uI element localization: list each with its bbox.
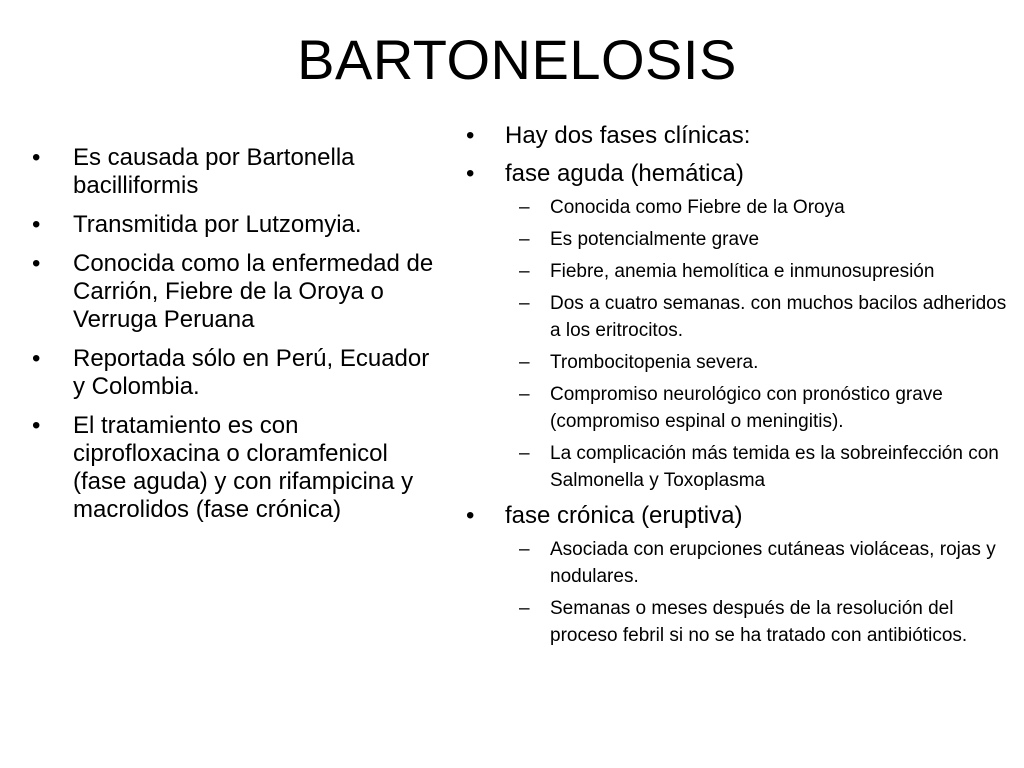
dash-icon: – — [519, 598, 530, 619]
left-bullet-text: Transmitida por Lutzomyia. — [73, 211, 362, 238]
sub-item-text: Fiebre, anemia hemolítica e inmunosupresión — [550, 261, 935, 282]
dash-icon: – — [519, 261, 530, 282]
acute-phase-title: fase aguda (hemática) — [505, 160, 744, 187]
left-bullet-text: Reportada sólo en Perú, Ecuador y Colombia. — [73, 345, 430, 400]
bullet-icon: • — [32, 412, 41, 439]
bullet-icon: • — [466, 160, 475, 187]
left-bullet-text: El tratamiento es con ciprofloxacina o cloramfenicol (fase aguda) y con rifampicina y macrolidos (fase crónica) — [73, 412, 414, 523]
dash-icon: – — [519, 229, 530, 250]
chronic-phase-heading — [466, 502, 1011, 530]
sub-item — [519, 349, 1011, 376]
left-bullet — [32, 345, 442, 401]
dash-icon: – — [519, 293, 530, 314]
sub-item-text: La complicación más temida es la sobreinfección con Salmonella y Toxoplasma — [550, 443, 999, 491]
bullet-icon: • — [32, 144, 41, 171]
left-bullet — [32, 144, 442, 200]
chronic-phase-title: fase crónica (eruptiva) — [505, 502, 743, 529]
bullet-icon: • — [32, 345, 41, 372]
dash-icon: – — [519, 539, 530, 560]
right-column — [466, 122, 1011, 657]
left-bullet — [32, 412, 442, 524]
sub-item-text: Conocida como Fiebre de la Oroya — [550, 197, 845, 218]
slide-title: BARTONELOSIS — [297, 28, 737, 91]
sub-item-text: Semanas o meses después de la resolución del proceso febril si no se ha tratado con antibióticos. — [550, 598, 968, 646]
left-column — [32, 144, 442, 535]
left-bullet — [32, 250, 442, 334]
intro-text: Hay dos fases clínicas: — [505, 122, 751, 149]
sub-item-text: Dos a cuatro semanas. con muchos bacilos adheridos a los eritrocitos. — [550, 293, 1007, 341]
chronic-phase-list — [466, 536, 1011, 649]
sub-item — [519, 381, 1011, 435]
right-bullet-intro — [466, 122, 1011, 150]
sub-item-text: Trombocitopenia severa. — [550, 352, 759, 373]
bullet-icon: • — [32, 250, 41, 277]
acute-phase-heading — [466, 160, 1011, 188]
dash-icon: – — [519, 197, 530, 218]
bullet-icon: • — [466, 502, 475, 529]
left-bullet-text: Es causada por Bartonella bacilliformis — [73, 144, 355, 199]
dash-icon: – — [519, 443, 530, 464]
sub-item — [519, 536, 1011, 590]
sub-item — [519, 194, 1011, 221]
sub-item — [519, 440, 1011, 494]
bullet-icon: • — [466, 122, 475, 149]
sub-item — [519, 595, 1011, 649]
left-bullet-text: Conocida como la enfermedad de Carrión, Fiebre de la Oroya o Verruga Peruana — [73, 250, 434, 333]
sub-item — [519, 290, 1011, 344]
sub-item-text: Es potencialmente grave — [550, 229, 760, 250]
dash-icon: – — [519, 352, 530, 373]
left-bullet — [32, 211, 442, 239]
dash-icon: – — [519, 384, 530, 405]
sub-item — [519, 226, 1011, 253]
sub-item-text: Compromiso neurológico con pronóstico grave (compromiso espinal o meningitis). — [550, 384, 943, 432]
acute-phase-list — [466, 194, 1011, 494]
sub-item-text: Asociada con erupciones cutáneas violáceas, rojas y nodulares. — [550, 539, 996, 587]
sub-item — [519, 258, 1011, 285]
bullet-icon: • — [32, 211, 41, 238]
